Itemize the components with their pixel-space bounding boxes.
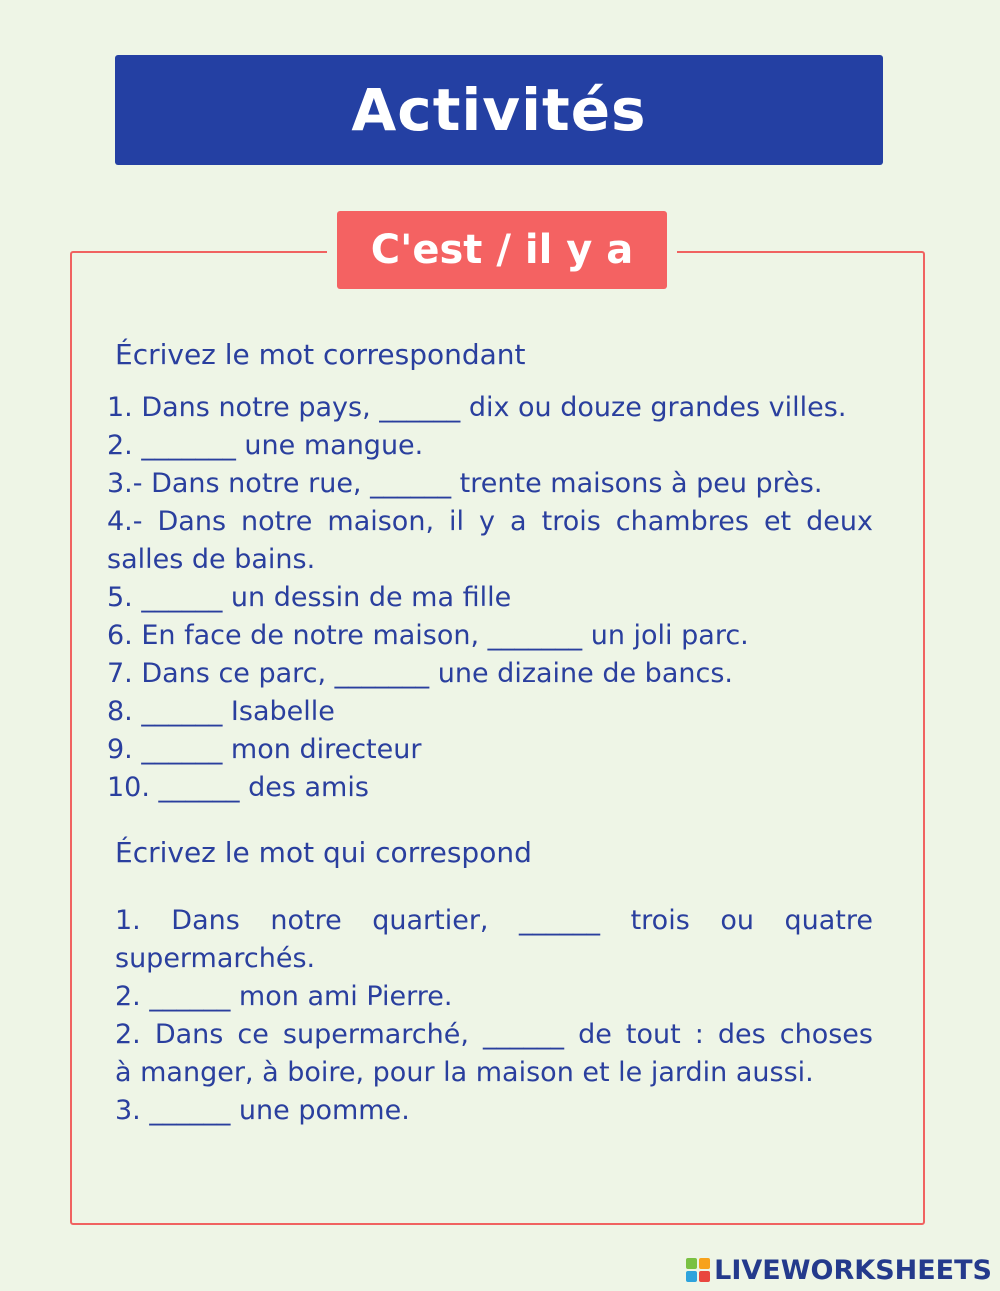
title-banner xyxy=(115,55,883,165)
exercise-line: 3.- Dans notre rue, ______ trente maisons à peu près. xyxy=(107,468,823,499)
exercise-line: à manger, à boire, pour la maison et le jardin aussi. xyxy=(115,1057,814,1088)
exercise-line: 1. Dans notre quartier, ______ trois ou quatre xyxy=(115,905,873,936)
exercise-line: 8. ______ Isabelle xyxy=(107,696,335,727)
logo-blocks-icon xyxy=(686,1258,710,1282)
liveworksheets-logo[interactable] xyxy=(686,1252,992,1288)
section-tag xyxy=(337,211,667,289)
part1-heading: Écrivez le mot correspondant xyxy=(115,338,526,371)
part2-heading: Écrivez le mot qui correspond xyxy=(115,836,532,869)
exercise-line: 1. Dans notre pays, ______ dix ou douze grandes villes. xyxy=(107,392,847,423)
exercise-line: 3. ______ une pomme. xyxy=(115,1095,410,1126)
exercise-line: 5. ______ un dessin de ma fille xyxy=(107,582,512,613)
exercise-line: 2. _______ une mangue. xyxy=(107,430,424,461)
exercise-line: 6. En face de notre maison, _______ un joli parc. xyxy=(107,620,749,651)
exercise-line: 2. ______ mon ami Pierre. xyxy=(115,981,453,1012)
exercise-line: salles de bains. xyxy=(107,544,316,575)
exercise-line: 7. Dans ce parc, _______ une dizaine de bancs. xyxy=(107,658,733,689)
exercise-line: 9. ______ mon directeur xyxy=(107,734,422,765)
section-tag-label: C'est / il y a xyxy=(370,227,634,273)
exercise-line: 4.- Dans notre maison, il y a trois chambres et deux xyxy=(107,506,873,537)
brand-name: LIVEWORKSHEETS xyxy=(714,1254,992,1286)
exercise-line: supermarchés. xyxy=(115,943,316,974)
exercise-line: 10. ______ des amis xyxy=(107,772,369,803)
page-title: Activités xyxy=(351,76,647,144)
exercise-line: 2. Dans ce supermarché, ______ de tout : des choses xyxy=(115,1019,873,1050)
